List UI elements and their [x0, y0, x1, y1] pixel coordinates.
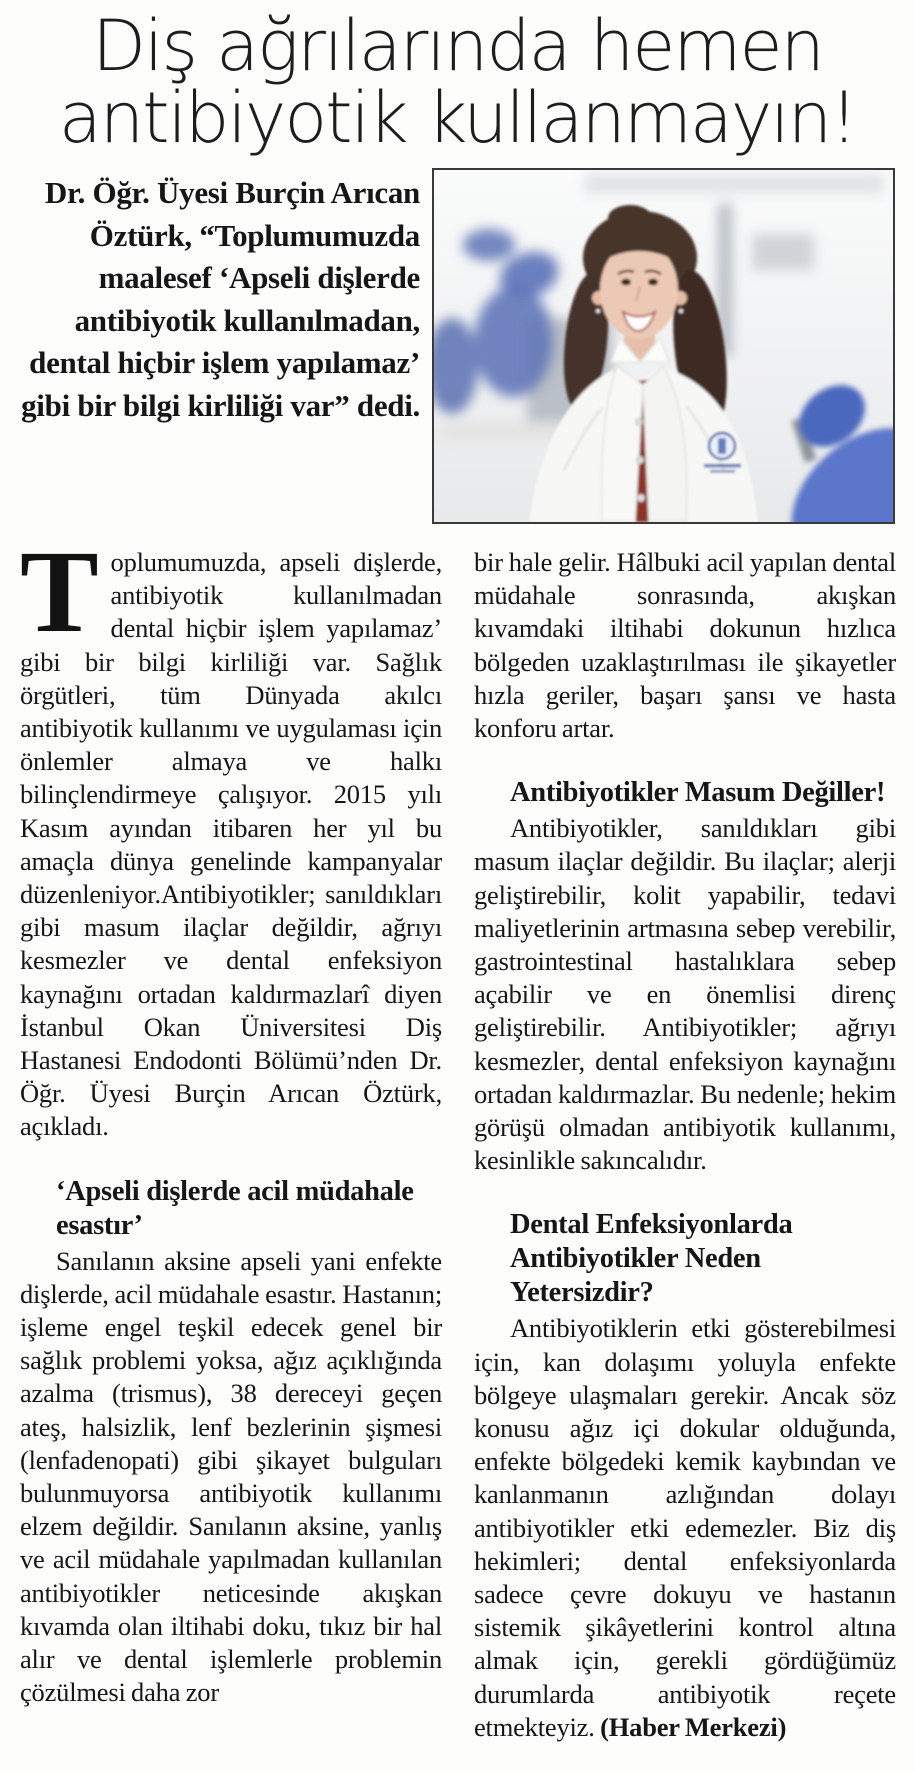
headline [0, 5, 915, 159]
drop-cap: T [20, 526, 99, 657]
headline-line-2: antibiyotik kullanmayın! [58, 77, 857, 159]
body-paragraph-3: Antibiyotikler, sanıldıkları gibi masum ilaçlar değildir. Bu ilaçlar; alerji geliştirebilir, kolit yapabilir, tedavi maliyetlerinin artmasına sebep verebilir, gastrointestinal hastalıklara sebep açabilir ve en önemlisi direnç geliştirebilir. Antibiyotikler; ağrıyı kesmezler, dental enfeksiyon kaynağını ortadan kaldırmazlar. Bu nedenle; hekim görüşü olmadan antibiyotik kullanımı, kesinlikle sakıncalıdır. [474, 813, 896, 1176]
body-paragraph-4 [474, 1312, 896, 1744]
headline-line-1: Diş ağrılarında hemen [92, 5, 823, 87]
body-columns [0, 526, 915, 1744]
column-right [474, 546, 896, 1744]
paragraph-text: Antibiyotiklerin etki gösterebilmesi için, kan dolaşımı yoluyla enfekte bölgeye ulaşmaları gerekir. Ancak söz konusu ağız içi dokular olduğunda, enfekte bölgedeki kemik kaybından ve kanlanmanın azlığından dolayı antibiyotikler etki edemezler. Biz diş hekimleri; dental enfeksiyonlarda sadece çevre dokuyu ve hastanın sistemik şikâyetlerini kontrol altına almak için, gerekli gördüğümüz durumlarda antibiyotik reçete etmekteyiz. [474, 1313, 896, 1742]
lead-paragraph: Dr. Öğr. Üyesi Burçin Arıcan Öztürk, “Toplumumuzda maalesef ‘Apseli dişlerde antibiyotik kullanılmadan, dental hiçbir işlem yapılamaz’ gibi bir bilgi kirliliği var” dedi. [21, 175, 420, 423]
byline: (Haber Merkezi) [600, 1711, 787, 1742]
body-paragraph-2: Sanılanın aksine apseli yani enfekte dişlerde, acil müdahale esastır. Hastanın; işleme engel teşkil edecek genel bir sağlık problemi yoksa, ağız açıklığında azalma (trismus), 38 dereceyi geçen ateş, halsizlik, lenf bezlerinin şişmesi (lenfadenopati) gibi şikayet bulguları bulunmuyorsa antibiyotik kullanımı elzem değildir. Sanılanın aksine, yanlış ve acil müdahale yapılmadan kullanılan antibiyotikler neticesinde akışkan kıvamda olan iltihabi doku, tıkız bir hal alır ve dental işlemlerle problemin çözülmesi daha zor [20, 1245, 442, 1708]
subhead-dental-enfeksiyonlarda: Dental Enfeksiyonlarda Antibiyotikler Neden Yetersizdir? [510, 1209, 793, 1309]
article-photo [432, 168, 895, 524]
body-paragraph-2-continued: bir hale gelir. Hâlbuki acil yapılan dental müdahale sonrasında, akışkan kıvamdaki iltihabi dokunun hızlıca bölgeden uzaklaştırılması ile şikayetler hızla geriler, başarı şansı ve hasta konforu artar. [474, 547, 896, 744]
lead-row [0, 168, 915, 524]
paragraph-text: oplumumuzda, apseli dişlerde, antibiyotik kullanılmadan dental hiçbir işlem yapılamaz’ gibi bir bilgi kirliliği var. Sağlık örgütleri, tüm Dünyada akılcı antibiyotik kullanımı ve uygulaması için önlemler almaya ve halkı bilinçlendirmeye çalışıyor. 2015 yılı Kasım ayından itibaren her yıl bu amaçla dünya genelinde kampanyalar düzenleniyor.Antibiyotikler; sanıldıkları gibi masum ilaçlar değildir, ağrıyı kesmezler ve dental enfeksiyon kaynağını ortadan kaldırmazlarî diyen İstanbul Okan Üniversitesi Diş Hastanesi Endodonti Bölümü’nden Dr. Öğr. Üyesi Burçin Arıcan Öztürk, açıkladı. [20, 547, 442, 1142]
subhead-antibiyotikler-masum: Antibiyotikler Masum Değiller! [510, 777, 886, 809]
dentist-photo-illustration [434, 170, 893, 522]
subhead-apseli-dislerde: ‘Apseli dişlerde acil müdahale esastır’ [56, 1175, 414, 1241]
body-paragraph-1 [20, 526, 442, 1144]
column-left [20, 526, 442, 1744]
